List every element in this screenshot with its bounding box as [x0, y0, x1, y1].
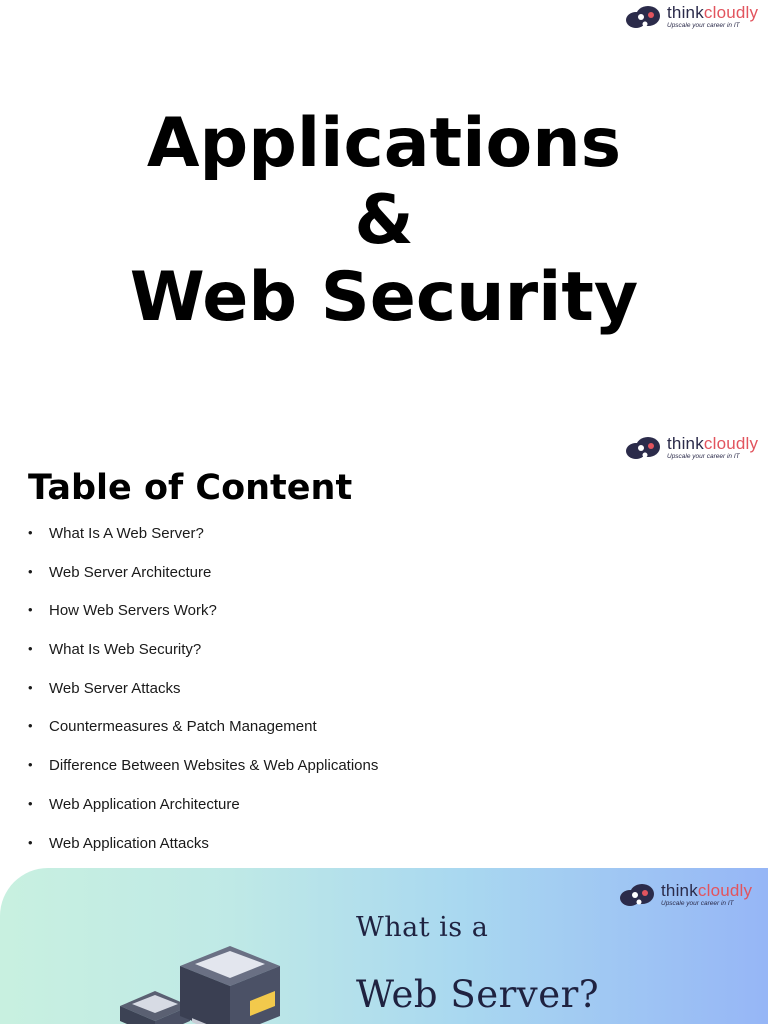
thinkcloudly-logo: [623, 4, 758, 30]
toc-item: [28, 602, 378, 641]
bullet: •: [28, 563, 33, 579]
toc-item-label: What Is Web Security?: [49, 641, 202, 659]
title-line: Applications: [146, 104, 622, 183]
toc-item-label: Web Server Architecture: [49, 563, 212, 581]
brand-prefix: think: [667, 434, 704, 454]
toc-heading: Table of Content: [28, 468, 353, 508]
toc-item-label: Difference Between Websites & Web Applications: [49, 757, 379, 775]
brand-tagline: Upscale your career in IT: [661, 900, 734, 908]
toc-item: [28, 835, 378, 869]
bullet: •: [28, 795, 33, 811]
brand-tagline: Upscale your career in IT: [667, 22, 740, 30]
thinkcloudly-logo: [617, 882, 752, 908]
slide3-heading-line1: What is a: [356, 912, 489, 943]
bullet: •: [28, 679, 33, 695]
bullet: •: [28, 718, 33, 734]
title-line: &: [354, 181, 414, 260]
toc-item: [28, 525, 378, 564]
toc-item: [28, 718, 378, 757]
toc-item: [28, 680, 378, 719]
toc-list: [28, 525, 378, 868]
brand-prefix: think: [667, 3, 704, 23]
brand-highlight: cloudly: [703, 3, 759, 23]
toc-item-label: Web Application Architecture: [49, 795, 240, 813]
brand-highlight: cloudly: [703, 434, 759, 454]
toc-item-label: Web Server Attacks: [49, 679, 181, 697]
brand-highlight: cloudly: [697, 881, 753, 901]
slide-web-server-intro: [0, 868, 768, 1024]
cloud-logo-icon: [623, 4, 663, 30]
toc-item-label: Web Application Attacks: [49, 834, 209, 852]
bullet: •: [28, 641, 33, 657]
toc-item-label: Countermeasures & Patch Management: [49, 718, 317, 736]
slide-title: [0, 0, 768, 405]
title-line: Web Security: [129, 258, 639, 337]
toc-item: [28, 641, 378, 680]
server-rack-icon: [100, 946, 290, 1024]
brand-tagline: Upscale your career in IT: [667, 453, 740, 461]
toc-item: [28, 564, 378, 603]
bullet: •: [28, 602, 33, 618]
slide3-heading-line2: Web Server?: [356, 973, 600, 1016]
toc-item: [28, 757, 378, 796]
thinkcloudly-logo: [623, 435, 758, 461]
slide-table-of-content: [0, 405, 768, 868]
bullet: •: [28, 525, 33, 540]
toc-item-label: How Web Servers Work?: [49, 602, 217, 620]
presentation-title: [0, 105, 768, 336]
cloud-logo-icon: [617, 882, 657, 908]
bullet: •: [28, 834, 33, 850]
brand-prefix: think: [661, 881, 698, 901]
toc-item-label: What Is A Web Server?: [49, 525, 204, 542]
cloud-logo-icon: [623, 435, 663, 461]
bullet: •: [28, 757, 33, 773]
toc-item: [28, 796, 378, 835]
